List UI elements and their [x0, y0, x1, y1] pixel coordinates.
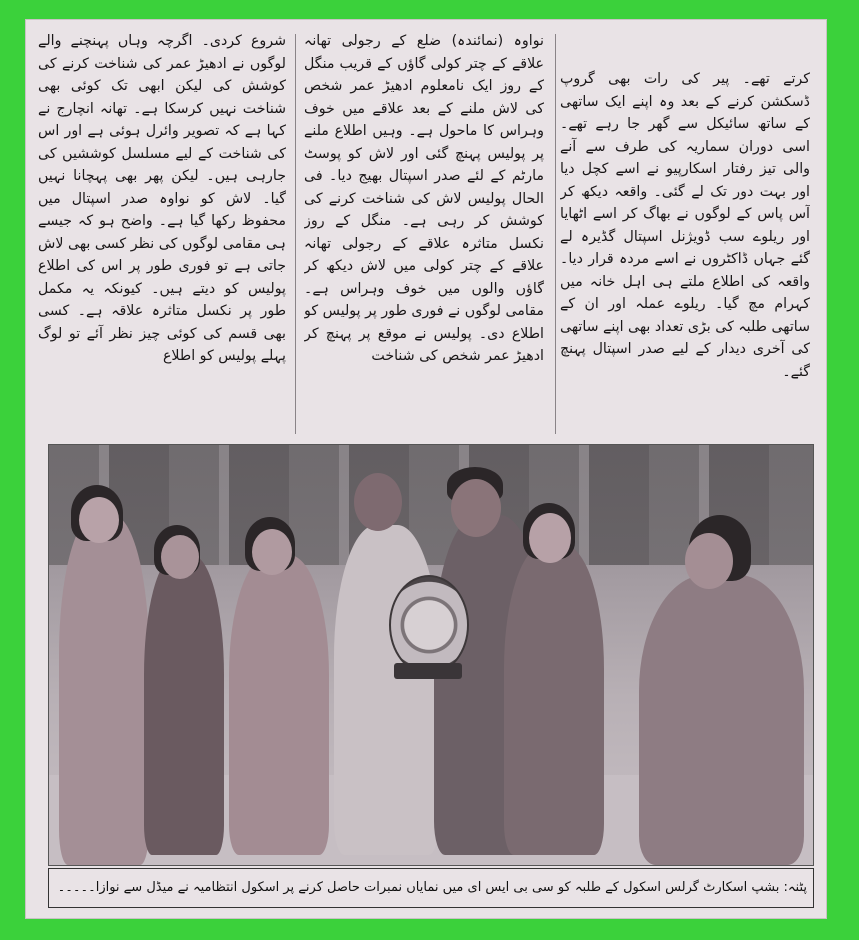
award-ceremony-photo: [48, 444, 814, 866]
article-paragraph: کرتے تھے۔ پیر کی رات بھی گروپ ڈسکشن کرنے کے بعد وہ اپنے ایک ساتھی کے ساتھ سائیکل سے گھر جا رہے تھے۔ اسی دوران سماریہ کی طرف سے آنے والی تیز رفتار اسکارپیو نے اسے کچل دیا اور بہت دور تک لے گئی۔ واقعہ دیکھ کر آس پاس کے لوگوں نے بھاگ کر اسے اٹھایا اور ریلوے سب ڈویژنل اسپتال گڈیرہ لے گئے جہاں ڈاکٹروں نے اسے مردہ قرار دیا۔ واقعہ کی اطلاع ملتے ہی اہل خانہ میں کہرام مچ گیا۔ ریلوے عملہ اور ان کے ساتھی طلبہ کی بڑی تعداد بھی اپنے ساتھی کی آخری دیدار کے لیے صدر اسپتال پہنچ گئے۔: [560, 71, 810, 380]
article-column-right: [560, 68, 810, 476]
person-face: [79, 497, 119, 543]
person-dress: [229, 555, 329, 855]
photo-caption: پٹنہ: بشپ اسکارٹ گرلس اسکول کے طلبہ کو سی بی ایس ای میں نمایاں نمبرات حاصل کرنے پر اسکول انتظامیہ نے میڈل سے نوازا۔۔۔۔۔: [48, 868, 814, 908]
award-medal-plaque: [389, 575, 469, 675]
person-face: [529, 513, 571, 563]
person-saree-right: [639, 575, 804, 865]
person-face: [685, 533, 733, 589]
column-divider: [555, 34, 556, 434]
person-glasses: [144, 555, 224, 855]
person-face: [161, 535, 199, 579]
article-paragraph: نواوہ (نمائندہ) ضلع کے رجولی تھانہ علاقے کے چتر کولی گاؤں کے قریب منگل کے روز ایک نامعلوم ادھیڑ عمر شخص کی لاش ملنے کے بعد علاقے میں خوف وہراس کا ماحول ہے۔ وہیں اطلاع ملنے پر پولیس پہنچ گئی اور لاش کو پوسٹ مارٹم کے لئے صدر اسپتال بھیج دیا۔ فی الحال پولیس لاش کی شناخت کرنے کی کوشش کر رہی ہے۔ منگل کے روز نکسل متاثرہ علاقے کے رجولی تھانہ علاقے کے چتر کولی میں لاش دیکھ کر گاؤں والوں میں خوف وہراس ہے۔ مقامی لوگوں نے فوری طور پر پولیس کو اطلاع دی۔ پولیس نے موقع پر پہنچ کر ادھیڑ عمر شخص کی شناخت: [304, 33, 544, 364]
article-column-middle: [304, 30, 544, 438]
person-face: [354, 473, 402, 531]
plaque-stand: [394, 663, 462, 679]
column-divider: [295, 34, 296, 434]
person-face: [451, 479, 501, 537]
article-columns: [26, 20, 826, 445]
person-student-uniform: [504, 545, 604, 855]
person-face: [252, 529, 292, 575]
article-paragraph: شروع کردی۔ اگرچہ وہاں پہنچنے والے لوگوں نے ادھیڑ عمر کی شناخت کرنے کی کوشش کی لیکن ابھی تک کوئی بھی شناخت نہیں کرسکا ہے۔ تھانہ انچارج نے کہا ہے کہ تصویر وائرل ہوئی ہے اور اس کی شناخت کے لیے مسلسل کوششیں کی جارہی ہیں۔ لیکن پھر بھی پہچانا نہیں گیا۔ لاش کو نواوہ صدر اسپتال میں محفوظ رکھا گیا ہے۔ واضح ہو کہ جیسے ہی مقامی لوگوں کی نظر کسی بھی لاش جاتی ہے تو فوری طور پر اس کی اطلاع پولیس کو دیتے ہیں۔ کیونکہ یہ مکمل طور پر نکسل متاثرہ علاقہ ہے۔ کسی بھی قسم کی کوئی چیز نظر آئے تو لوگ پہلے پولیس کو اطلاع: [38, 33, 286, 364]
person-saree-left: [59, 515, 149, 865]
newspaper-clipping: [26, 20, 826, 918]
article-column-left: [38, 30, 286, 438]
